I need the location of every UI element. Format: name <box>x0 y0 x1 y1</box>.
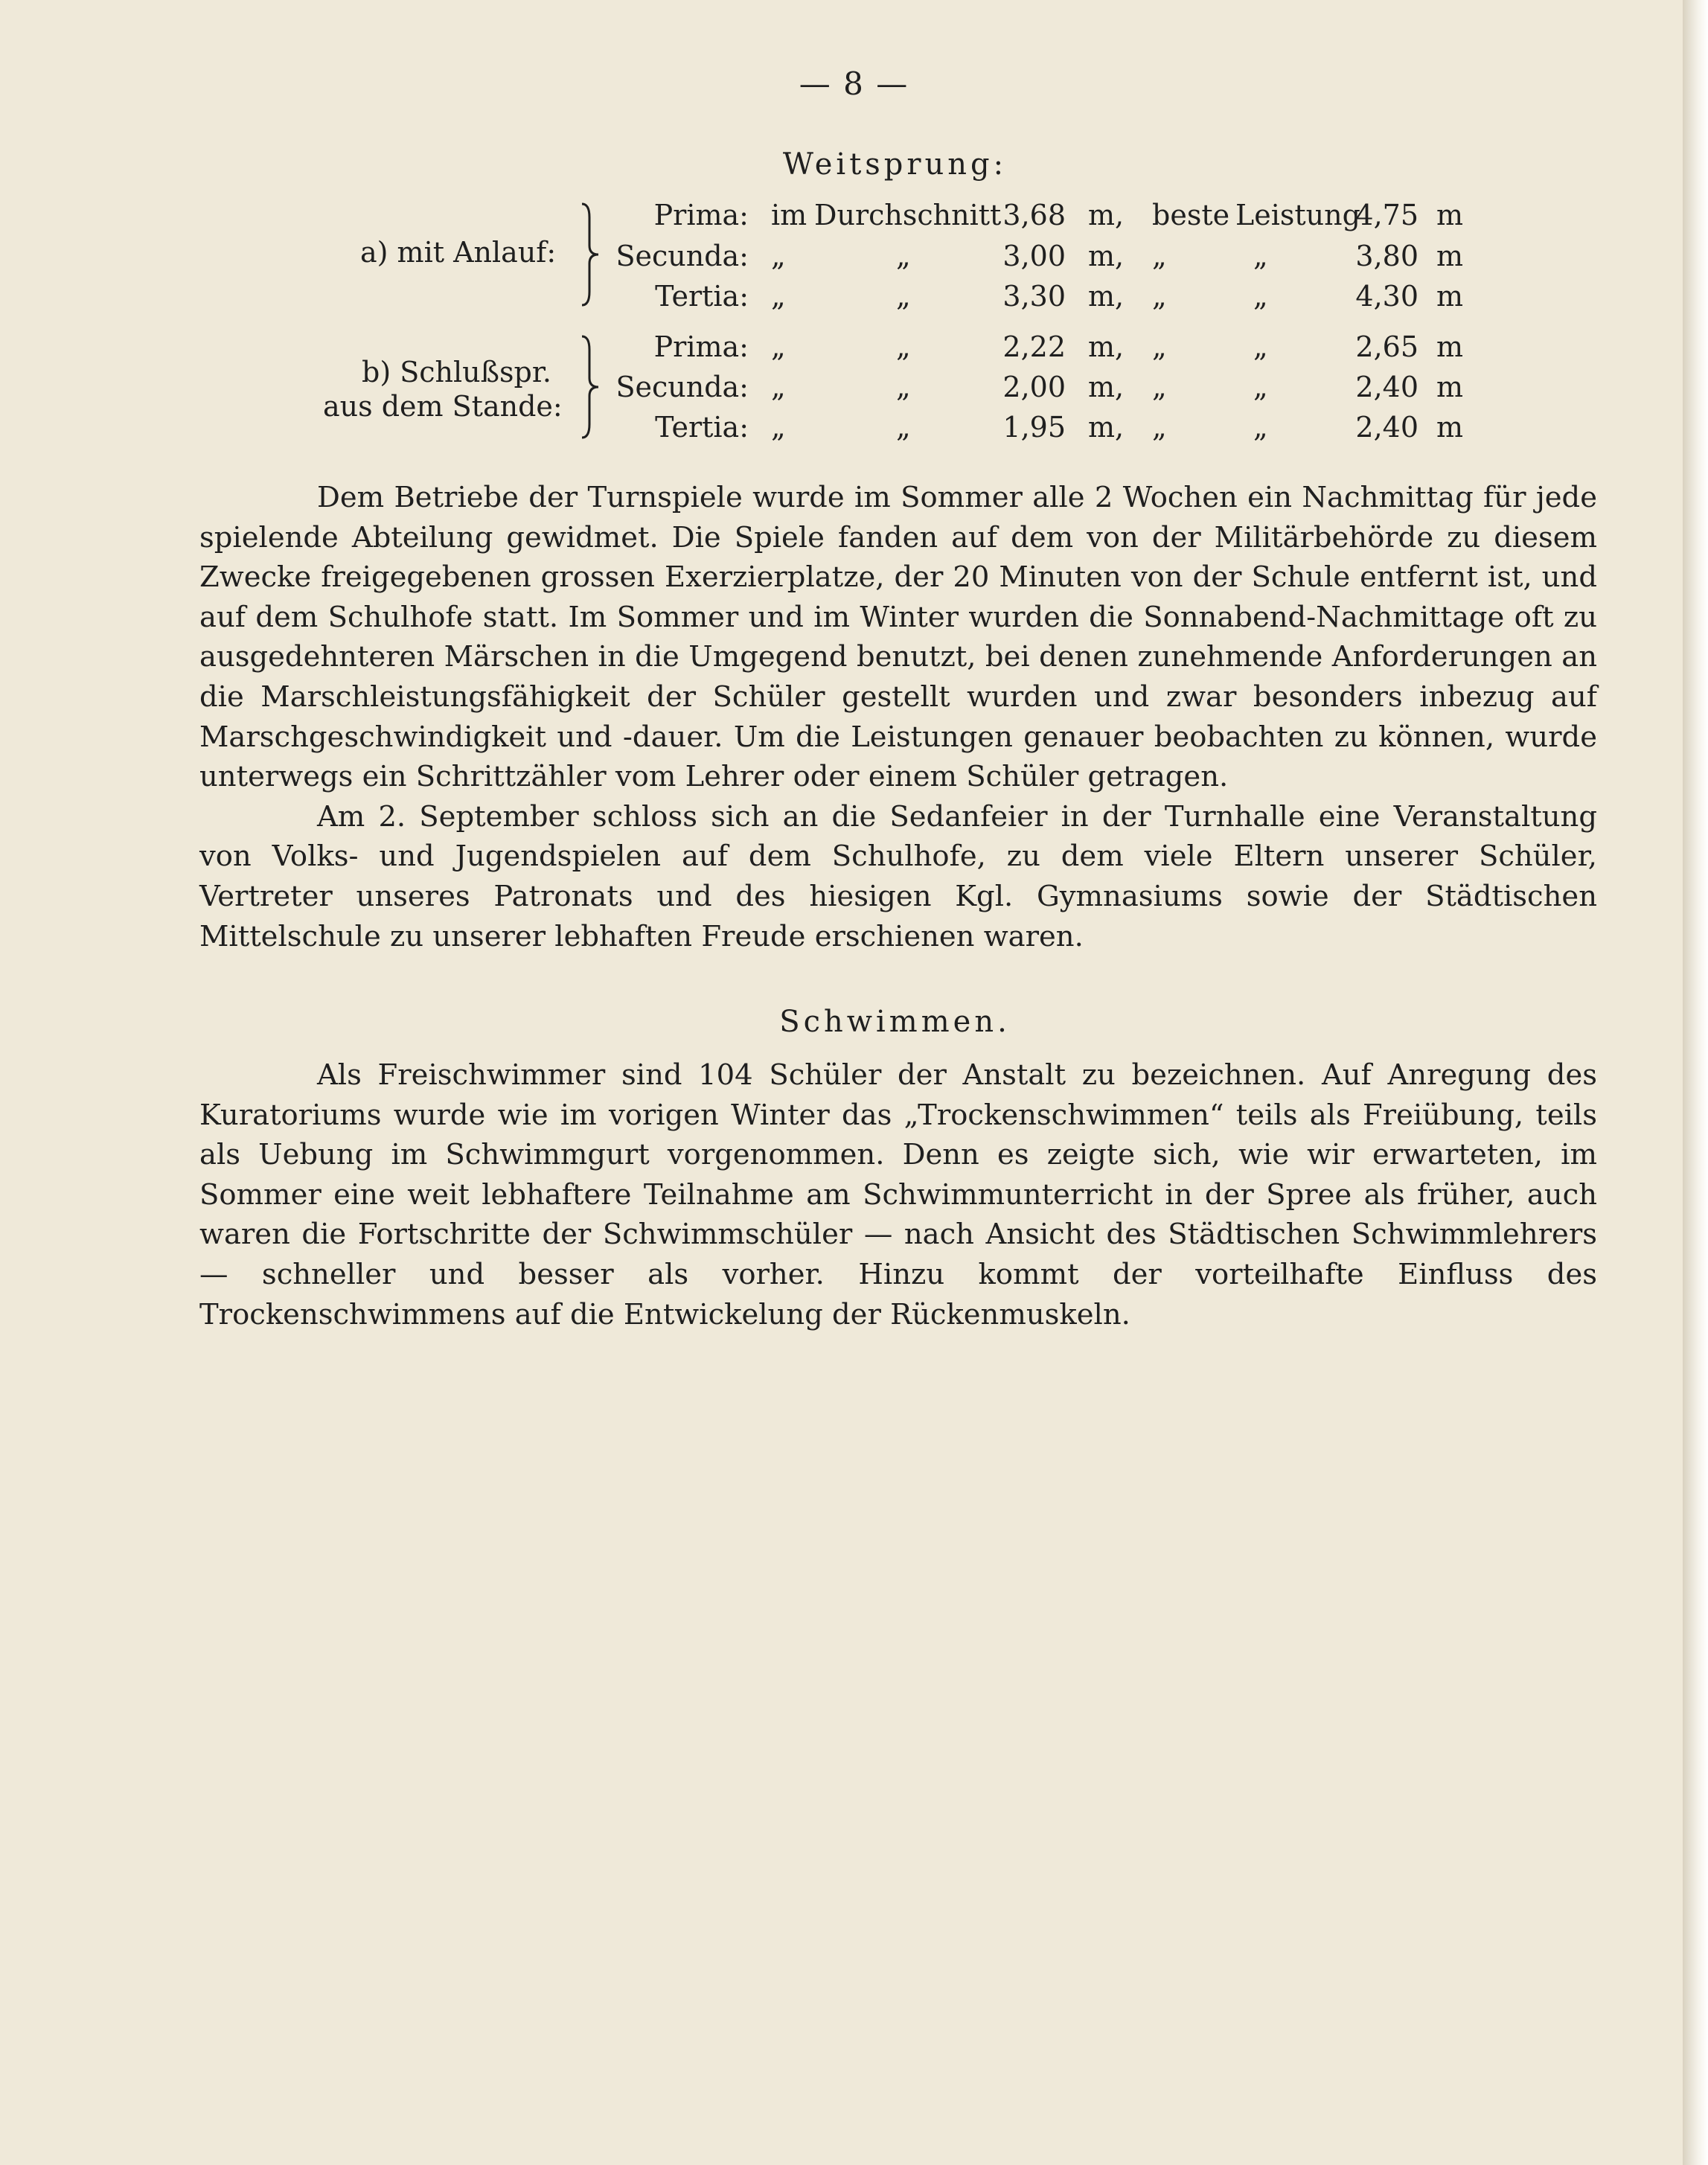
brace-anlauf <box>579 202 601 307</box>
book-spine-shadow <box>1683 0 1708 2165</box>
table-cell-klasse: Secunda: <box>615 240 749 272</box>
table-cell-e1: m, <box>1088 371 1125 403</box>
table-cell-wert: 2,22 <box>1002 330 1066 363</box>
table-cell-c1: im <box>771 199 807 231</box>
table-cell-b2: „ <box>1253 371 1268 403</box>
table-cell-best: 2,40 <box>1355 371 1418 403</box>
table-cell-b2: „ <box>1253 330 1268 363</box>
group-label-schlusssprung-2: aus dem Stande: <box>323 390 563 423</box>
table-cell-b1: „ <box>1152 371 1167 403</box>
table-cell-e2: m <box>1436 240 1464 272</box>
table-cell-e1: m, <box>1088 199 1125 231</box>
table-cell-e2: m <box>1436 280 1464 313</box>
table-cell-klasse: Prima: <box>653 199 749 231</box>
table-cell-e1: m, <box>1088 411 1125 444</box>
table-cell-c2: „ <box>896 371 911 403</box>
text-block-turnspiele <box>199 478 1597 956</box>
table-cell-c2: „ <box>896 280 911 313</box>
table-cell-c2: Durchschnitt <box>814 199 1002 231</box>
table-cell-best: 4,75 <box>1355 199 1418 231</box>
text-block-schwimmen <box>199 1055 1597 1334</box>
paragraph-schwimmen: Als Freischwimmer sind 104 Schüler der Anstalt zu bezeichnen. Auf Anregung des Kuratoriums wurde wie im vorigen Winter das „Trockenschwimmen“ teils als Freiübung, teils als Uebung im Schwimmgurt vorgenommen. Denn es zeigte sich, wie wir erwarteten, im Sommer eine weit lebhaftere Teilnahme am Schwimmunterricht in der Spree als früher, auch waren die Fortschritte der Schwimmschüler — nach Ansicht des Städtischen Schwimmlehrers — schneller und besser als vorher. Hinzu kommt der vorteilhafte Einfluss des Trockenschwimmens auf die Entwickelung der Rückenmuskeln. <box>199 1058 1597 1331</box>
table-cell-c2: „ <box>896 240 911 272</box>
table-cell-b1: „ <box>1152 411 1167 444</box>
table-cell-klasse: Tertia: <box>655 280 749 313</box>
table-cell-e2: m <box>1436 199 1464 231</box>
table-cell-best: 2,65 <box>1355 330 1418 363</box>
table-cell-b2: „ <box>1253 411 1268 444</box>
table-cell-b1: beste <box>1152 199 1230 231</box>
table-cell-b2: Leistung <box>1235 199 1360 231</box>
table-cell-e1: m, <box>1088 330 1125 363</box>
table-cell-c1: „ <box>771 330 786 363</box>
group-label-anlauf: a) mit Anlauf: <box>360 236 557 269</box>
table-cell-c1: „ <box>771 371 786 403</box>
table-cell-wert: 3,00 <box>1002 240 1066 272</box>
paragraph-sedanfeier: Am 2. September schloss sich an die Sedanfeier in der Turnhalle eine Veranstaltung von Volks- und Jugendspielen auf dem Schulhofe, zu dem viele Eltern unserer Schüler, Vertreter unseres Patronats und des hiesigen Kgl. Gymnasiums sowie der Städtischen Mittelschule zu unserer lebhaften Freude erschienen waren. <box>199 799 1597 953</box>
table-cell-b1: „ <box>1152 240 1167 272</box>
table-cell-wert: 3,30 <box>1002 280 1066 313</box>
table-cell-b2: „ <box>1253 240 1268 272</box>
table-cell-e2: m <box>1436 411 1464 444</box>
table-cell-c1: „ <box>771 240 786 272</box>
table-cell-b2: „ <box>1253 280 1268 313</box>
table-cell-c2: „ <box>896 411 911 444</box>
table-cell-e1: m, <box>1088 240 1125 272</box>
table-cell-klasse: Prima: <box>653 330 749 363</box>
table-cell-e2: m <box>1436 330 1464 363</box>
table-cell-best: 4,30 <box>1355 280 1418 313</box>
table-cell-wert: 3,68 <box>1002 199 1066 231</box>
page-number: — 8 — <box>799 65 909 102</box>
section-heading-schwimmen: Schwimmen. <box>779 1005 1011 1039</box>
table-cell-b1: „ <box>1152 280 1167 313</box>
table-cell-c1: „ <box>771 280 786 313</box>
paragraph-turnspiele: Dem Betriebe der Turnspiele wurde im Sommer alle 2 Wochen ein Nachmittag für jede spielende Abteilung gewidmet. Die Spiele fanden auf dem von der Militärbehörde zu diesem Zwecke freigegebenen grossen Exerzierplatze, der 20 Minuten von der Schule entfernt ist, und auf dem Schulhofe statt. Im Sommer und im Winter wurden die Sonnabend-Nachmittage oft zu ausgedehnteren Märschen in die Umgegend benutzt, bei denen zunehmende Anforderungen an die Marschleistungsfähigkeit der Schüler gestellt wurden und zwar besonders inbezug auf Marschgeschwindigkeit und -dauer. Um die Leistungen genauer beobachten zu können, wurde unterwegs ein Schrittzähler vom Lehrer oder einem Schüler getragen. <box>199 481 1597 794</box>
table-cell-wert: 2,00 <box>1002 371 1066 403</box>
table-cell-c1: „ <box>771 411 786 444</box>
group-label-schlusssprung-1: b) Schlußspr. <box>362 356 551 388</box>
table-cell-wert: 1,95 <box>1002 411 1066 444</box>
brace-schlusssprung <box>579 335 601 439</box>
table-cell-b1: „ <box>1152 330 1167 363</box>
section-heading-weitsprung: Weitsprung: <box>782 147 1008 182</box>
table-cell-e1: m, <box>1088 280 1125 313</box>
table-cell-klasse: Secunda: <box>615 371 749 403</box>
table-cell-klasse: Tertia: <box>655 411 749 444</box>
table-cell-best: 2,40 <box>1355 411 1418 444</box>
table-cell-c2: „ <box>896 330 911 363</box>
table-cell-e2: m <box>1436 371 1464 403</box>
table-cell-best: 3,80 <box>1355 240 1418 272</box>
